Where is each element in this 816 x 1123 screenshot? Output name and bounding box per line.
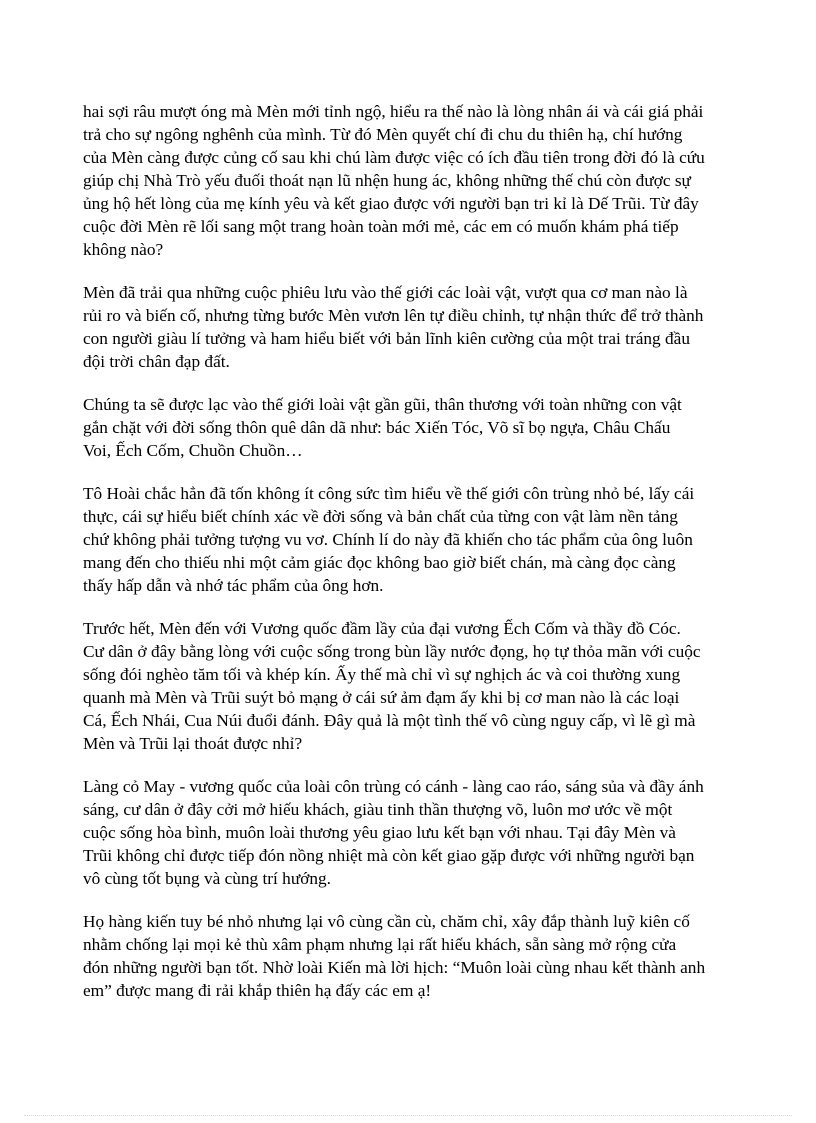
paragraph-3: Chúng ta sẽ được lạc vào thế giới loài vật gần gũi, thân thương với toàn những con vật gắn chặt với đời sống thôn quê dân dã như: bác Xiến Tóc, Võ sĩ bọ ngựa, Châu Chấu Voi, Ếch Cốm, Chuồn Chuồn… xyxy=(83,395,682,460)
page-bottom-divider xyxy=(24,1115,792,1116)
paragraph-4: Tô Hoài chắc hẳn đã tốn không ít công sức tìm hiểu về thế giới côn trùng nhỏ bé, lấy cái thực, cái sự hiểu biết chính xác về đời sống và bản chất của từng con vật làm nền tảng chứ không phải tưởng tượng vu vơ. Chính lí do này đã khiến cho tác phẩm của ông luôn mang đến cho thiếu nhi một cảm giác đọc không bao giờ biết chán, mà càng đọc càng thấy hấp dẫn và nhớ tác phẩm của ông hơn. xyxy=(83,484,695,595)
paragraph-2: Mèn đã trải qua những cuộc phiêu lưu vào thế giới các loài vật, vượt qua cơ man nào là rủi ro và biến cố, nhưng từng bước Mèn vươn lên tự điều chỉnh, tự nhận thức để trở thành con người giàu lí tưởng và ham hiểu biết với bản lĩnh kiên cường của một trai tráng đầu đội trời chân đạp đất. xyxy=(83,283,704,371)
paragraph-1: hai sợi râu mượt óng mà Mèn mới tỉnh ngộ, hiểu ra thế nào là lòng nhân ái và cái giá phải trả cho sự ngông nghênh của mình. Từ đó Mèn quyết chí đi chu du thiên hạ, chí hướng của Mèn càng được củng cố sau khi chú làm được việc có ích đầu tiên trong đời đó là cứu giúp chị Nhà Trò yếu đuối thoát nạn lũ nhện hung ác, không những thế chú còn được sự ủng hộ hết lòng của mẹ kính yêu và kết giao được với người bạn tri kỉ là Dế Trũi. Từ đây cuộc đời Mèn rẽ lối sang một trang hoàn toàn mới mẻ, các em có muốn khám phá tiếp không nào? xyxy=(83,102,705,259)
document-body xyxy=(83,100,743,1022)
paragraph-7: Họ hàng kiến tuy bé nhỏ nhưng lại vô cùng cần cù, chăm chỉ, xây đắp thành luỹ kiên cố nhằm chống lại mọi kẻ thù xâm phạm nhưng lại rất hiếu khách, sẵn sàng mở rộng cửa đón những người bạn tốt. Nhờ loài Kiến mà lời hịch: “Muôn loài cùng nhau kết thành anh em” được mang đi rải khắp thiên hạ đấy các em ạ! xyxy=(83,912,706,1000)
paragraph-6: Làng cỏ May - vương quốc của loài côn trùng có cánh - làng cao ráo, sáng sủa và đầy ánh sáng, cư dân ở đây cởi mở hiếu khách, giàu tinh thần thượng võ, luôn mơ ước về một cuộc sống hòa bình, muôn loài thương yêu giao lưu kết bạn với nhau. Tại đây Mèn và Trũi không chỉ được tiếp đón nồng nhiệt mà còn kết giao gặp được với những người bạn vô cùng tốt bụng và cùng trí hướng. xyxy=(83,777,704,888)
paragraph-5: Trước hết, Mèn đến với Vương quốc đầm lầy của đại vương Ếch Cốm và thầy đồ Cóc. Cư dân ở đây bằng lòng với cuộc sống trong bùn lầy nước đọng, họ tự thỏa mãn với cuộc sống đói nghèo tăm tối và khép kín. Ấy thế mà chỉ vì sự nghịch ác và coi thường xung quanh mà Mèn và Trũi suýt bỏ mạng ở cái sứ ảm đạm ấy khi bị cơ man nào là các loại Cá, Ếch Nhái, Cua Núi đuổi đánh. Đây quả là một tình thế vô cùng nguy cấp, vì lẽ gì mà Mèn và Trũi lại thoát được nhỉ? xyxy=(83,619,701,753)
